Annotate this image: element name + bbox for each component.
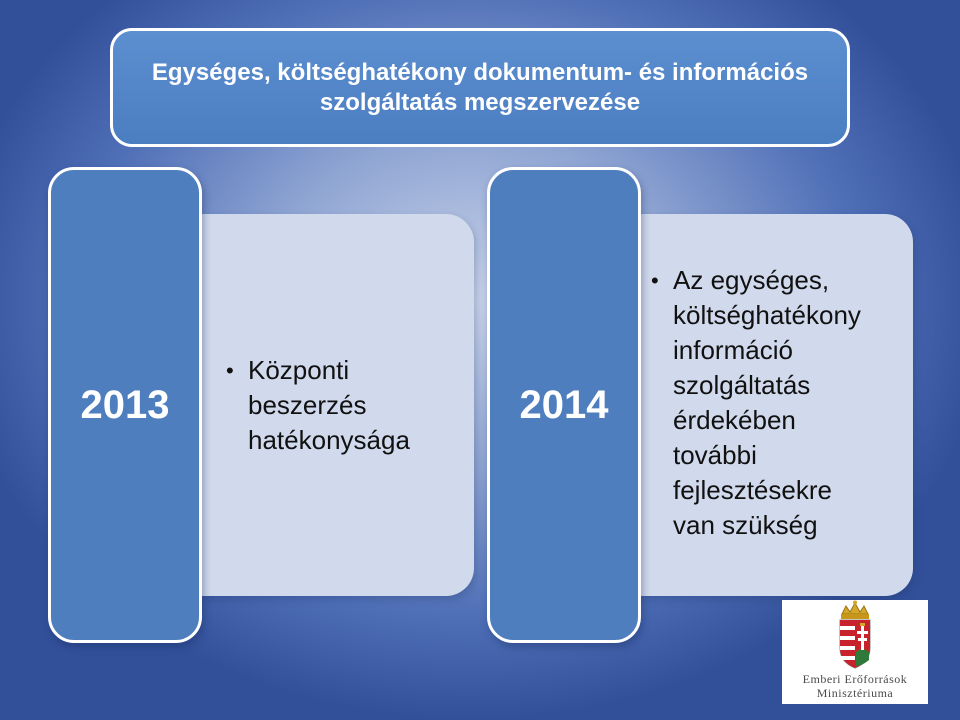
logo-line-2: Minisztériuma <box>816 686 894 700</box>
bullet-line: van szükség <box>673 510 818 540</box>
title-line-2: szolgáltatás megszervezése <box>319 88 641 116</box>
logo-line-1: Emberi Erőforrások <box>802 672 908 686</box>
year-box-2013 <box>48 167 202 643</box>
coat-of-arms-icon <box>782 600 928 670</box>
bullet-line: beszerzés <box>248 390 367 420</box>
bullet-dot: • <box>226 358 234 383</box>
bullet-2013 <box>226 353 410 458</box>
ministry-logo <box>782 600 928 704</box>
title-banner <box>110 28 850 147</box>
bullet-line: szolgáltatás <box>673 370 811 400</box>
bullet-line: költséghatékony <box>673 300 861 330</box>
year-2014: 2014 <box>519 382 609 427</box>
bullet-2014 <box>651 263 861 543</box>
bullet-line: további <box>673 440 757 470</box>
bullet-line: érdekében <box>673 405 796 435</box>
bullet-line: fejlesztésekre <box>673 475 832 505</box>
title-line-1: Egységes, költséghatékony dokumentum- és információs <box>151 58 809 86</box>
bullet-line: Az egységes, <box>673 265 830 295</box>
bullet-line: információ <box>673 335 793 365</box>
year-2013: 2013 <box>80 382 170 427</box>
year-box-2014 <box>487 167 641 643</box>
bullet-line: Központi <box>248 355 350 385</box>
bullet-dot: • <box>651 268 659 293</box>
bullet-line: hatékonysága <box>248 425 410 455</box>
